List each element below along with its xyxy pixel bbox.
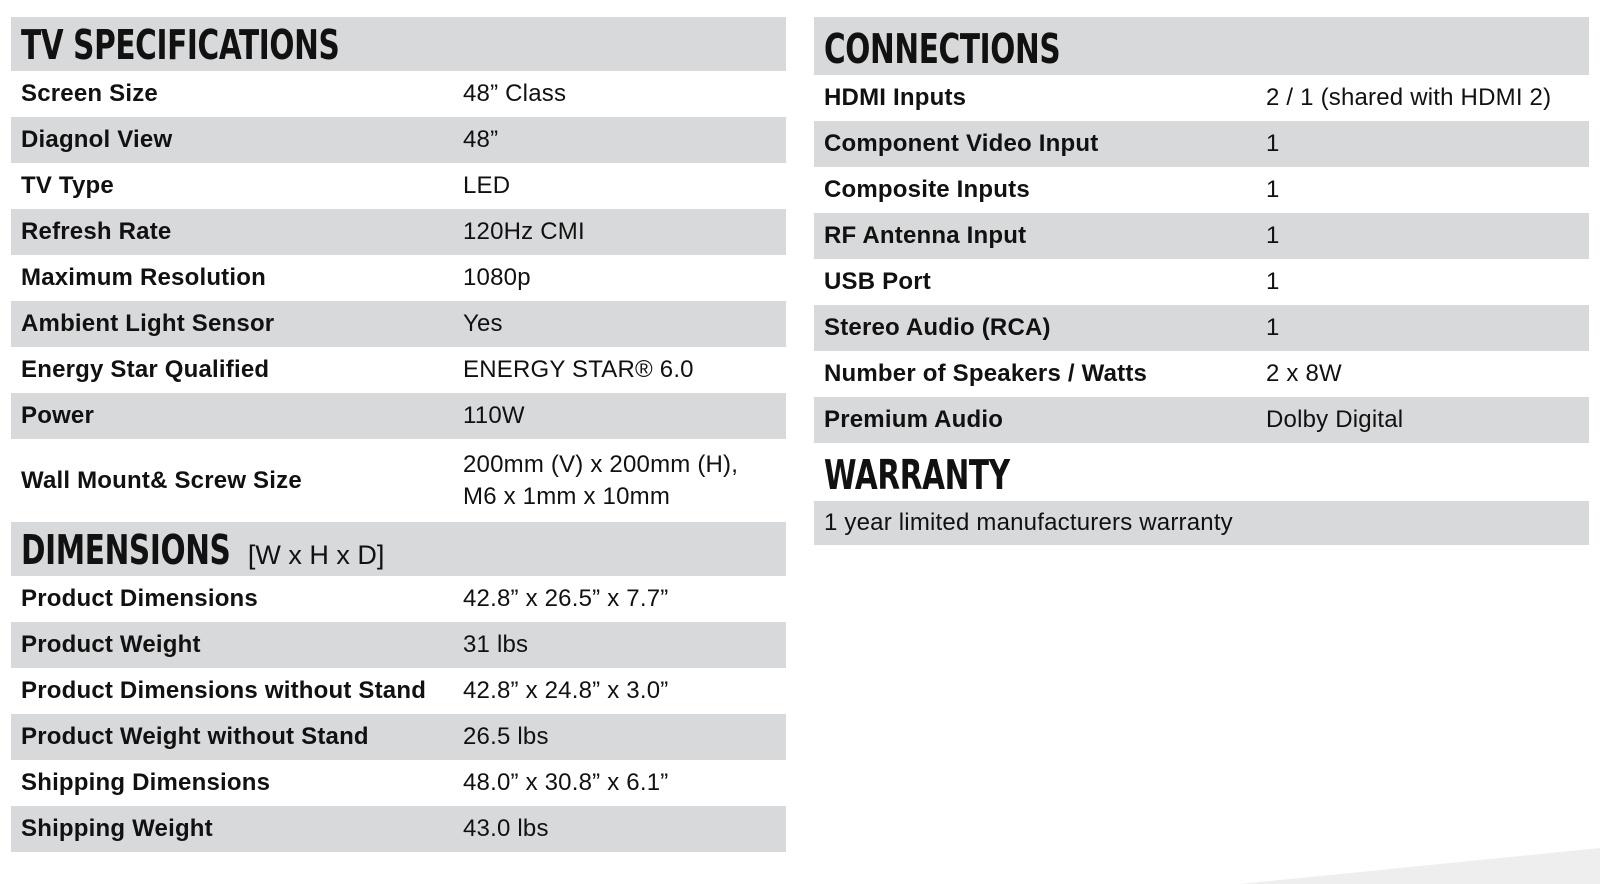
dimension-label: Product Dimensions: [21, 585, 258, 612]
dimension-row: [11, 668, 786, 714]
dimension-value: 42.8” x 26.5” x 7.7”: [463, 585, 669, 612]
connection-label: Component Video Input: [824, 130, 1099, 157]
spec-row: [11, 71, 786, 117]
dimension-value: 43.0 lbs: [463, 815, 549, 842]
spec-label: Refresh Rate: [21, 218, 172, 245]
connection-label: RF Antenna Input: [824, 222, 1027, 249]
spec-row: [11, 163, 786, 209]
connection-value: 1: [1266, 176, 1280, 203]
connection-value: 1: [1266, 314, 1280, 341]
connections-header: [814, 17, 1589, 75]
spec-value: 1080p: [463, 264, 531, 291]
spec-value: [463, 449, 783, 513]
connection-row: [814, 213, 1589, 259]
spec-row: [11, 439, 786, 522]
tv-specifications-header: [11, 17, 786, 71]
dimension-row: [11, 622, 786, 668]
spec-value: 110W: [463, 402, 525, 429]
dimension-value: 26.5 lbs: [463, 723, 549, 750]
spec-label: TV Type: [21, 172, 114, 199]
tv-specifications-title: TV SPECIFICATIONS: [21, 21, 340, 69]
spec-value: 48” Class: [463, 80, 567, 107]
warranty-header: [814, 443, 1589, 501]
spec-row: [11, 255, 786, 301]
decorative-corner-shape: [1180, 844, 1600, 884]
connection-row: [814, 397, 1589, 443]
dimensions-title: DIMENSIONS: [21, 526, 231, 574]
dimension-row: [11, 576, 786, 622]
connection-row: [814, 305, 1589, 351]
warranty-title: WARRANTY: [824, 451, 1010, 499]
spec-value: LED: [463, 172, 511, 199]
dimensions-header: [11, 522, 786, 576]
warranty-text: 1 year limited manufacturers warranty: [814, 501, 1589, 545]
connection-value: 2 x 8W: [1266, 360, 1342, 387]
spec-label: Power: [21, 402, 95, 429]
dimension-label: Product Dimensions without Stand: [21, 677, 427, 704]
dimension-value: 48.0” x 30.8” x 6.1”: [463, 769, 669, 796]
left-column: [11, 17, 786, 852]
dimension-value: 31 lbs: [463, 631, 529, 658]
connection-value: 1: [1266, 130, 1280, 157]
connection-label: HDMI Inputs: [824, 84, 967, 111]
connection-value: 1: [1266, 268, 1280, 295]
connection-label: USB Port: [824, 268, 931, 295]
connection-value: 2 / 1 (shared with HDMI 2): [1266, 84, 1552, 111]
spec-label: Screen Size: [21, 80, 158, 107]
spec-value: Yes: [463, 310, 503, 337]
dimension-row: [11, 760, 786, 806]
spec-value: 120Hz CMI: [463, 218, 585, 245]
spec-row: [11, 117, 786, 163]
connection-row: [814, 259, 1589, 305]
connection-label: Stereo Audio (RCA): [824, 314, 1051, 341]
connections-title: CONNECTIONS: [824, 25, 1061, 73]
spec-value: ENERGY STAR® 6.0: [463, 356, 694, 383]
dimension-label: Product Weight without Stand: [21, 723, 369, 750]
spec-label: Ambient Light Sensor: [21, 310, 275, 337]
spec-label: Maximum Resolution: [21, 264, 266, 291]
spec-label: Energy Star Qualified: [21, 356, 270, 383]
connection-row: [814, 351, 1589, 397]
connection-value: Dolby Digital: [1266, 406, 1404, 433]
dimension-label: Shipping Dimensions: [21, 769, 271, 796]
dimension-value: 42.8” x 24.8” x 3.0”: [463, 677, 669, 704]
spec-label: Wall Mount& Screw Size: [21, 466, 302, 494]
dimension-label: Product Weight: [21, 631, 201, 658]
spec-row: [11, 393, 786, 439]
spec-value-line: 200mm (V) x 200mm (H),: [463, 450, 739, 478]
connection-row: [814, 121, 1589, 167]
connection-value: 1: [1266, 222, 1280, 249]
dimension-row: [11, 714, 786, 760]
dimensions-note: [W x H x D]: [247, 540, 385, 570]
spec-value-line: M6 x 1mm x 10mm: [463, 482, 671, 510]
spec-row: [11, 347, 786, 393]
connection-label: Premium Audio: [824, 406, 1004, 433]
connection-label: Number of Speakers / Watts: [824, 360, 1148, 387]
right-column: [814, 17, 1589, 545]
spec-value: 48”: [463, 126, 499, 153]
spec-row: [11, 209, 786, 255]
dimension-row: [11, 806, 786, 852]
connection-label: Composite Inputs: [824, 176, 1030, 203]
connection-row: [814, 75, 1589, 121]
spec-label: Diagnol View: [21, 126, 173, 153]
dimension-label: Shipping Weight: [21, 815, 213, 842]
spec-row: [11, 301, 786, 347]
connection-row: [814, 167, 1589, 213]
